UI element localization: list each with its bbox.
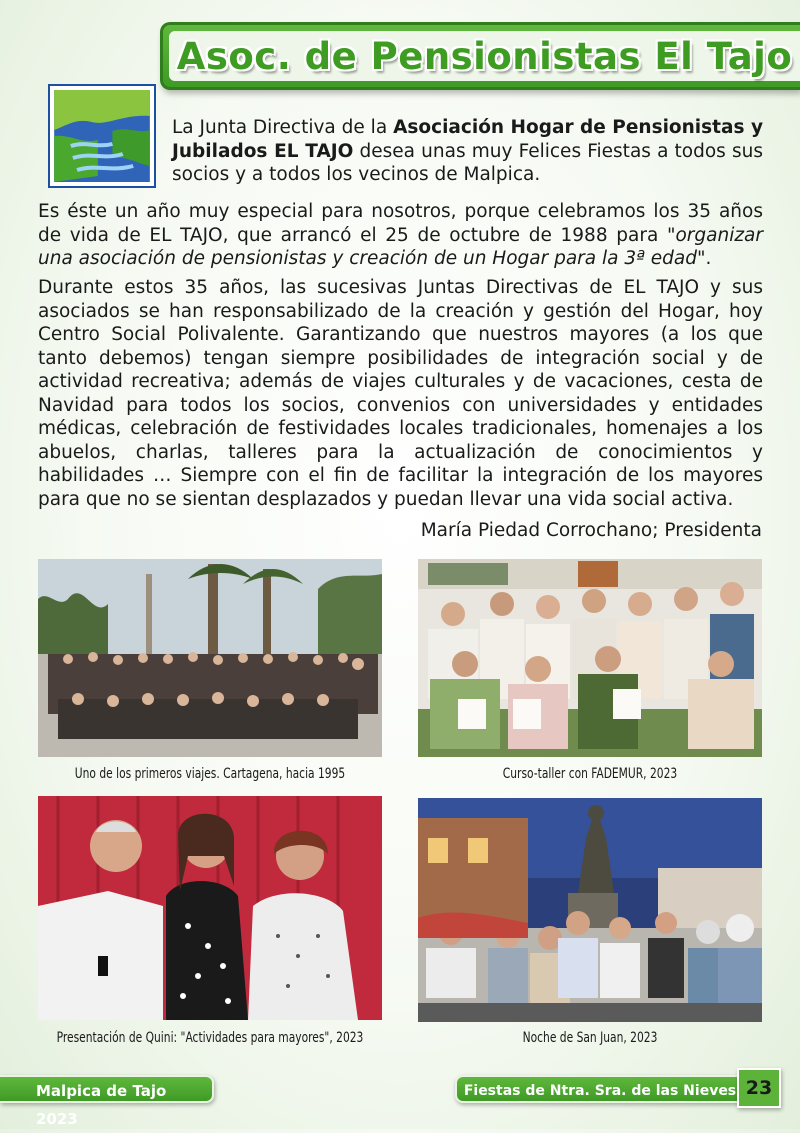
association-logo	[48, 84, 156, 188]
quote-end: ".	[696, 248, 712, 269]
caption-photo-4: Noche de San Juan, 2023	[522, 1030, 658, 1046]
intro-text-end: desea unas muy Felices Fiestas a todos sus socios y a todos los vecinos de Malpica.	[172, 140, 763, 185]
photo-fademur-workshop	[418, 559, 762, 757]
anniversary-text: Es éste un año muy especial para nosotros, porque celebramos los 35 años de vida de EL TAJO, que arrancó el 25 de octubre de 1988 para "	[38, 201, 763, 246]
photo-cartagena-group	[38, 559, 382, 757]
founding-quote: organizar una asociación de pensionistas y creación de un Hogar para la 3ª edad	[38, 224, 763, 269]
history-paragraph	[38, 276, 763, 511]
footer-festival-label: Fiestas de Ntra. Sra. de las Nieves	[455, 1075, 745, 1103]
footer-town-label: Malpica de Tajo 2023	[0, 1075, 214, 1103]
page-number: 23	[737, 1068, 781, 1108]
association-name: Asociación Hogar de Pensionistas y Jubilados EL TAJO	[172, 117, 764, 162]
photo-presentation-quini	[38, 796, 382, 1020]
signature: María Piedad Corrochano; Presidenta	[420, 520, 762, 541]
page-title: Asoc. de Pensionistas El Tajo	[176, 34, 793, 78]
history-text: Durante estos 35 años, las sucesivas Juntas Directivas de EL TAJO y sus asociados se han responsabilizado de la creación y gestión del Hogar, hoy Centro Social Polivalente. Garantizando que nuestros mayores (a los que tanto debemos) tengan siempre posibilidades de integración social y de actividad recreativa; además de viajes culturales y de vacaciones, cesta de Navidad para todos los socios, convenios con universidades y entidades médicas, celebración de festividades locales tradicionales, homenajes a los abuelos, charlas, talleres para la actualización de conocimientos y habilidades … Siempre con el fin de facilitar la integración de los mayores para que no se sientan desplazados y puedan llevar una vida social activa.	[38, 277, 763, 510]
photo-noche-san-juan	[418, 798, 762, 1022]
page-header	[160, 22, 800, 90]
anniversary-paragraph	[38, 200, 763, 271]
caption-photo-1: Uno de los primeros viajes. Cartagena, hacia 1995	[74, 766, 346, 782]
intro-paragraph	[172, 116, 763, 187]
caption-photo-3: Presentación de Quini: "Actividades para mayores", 2023	[56, 1030, 364, 1046]
caption-photo-2: Curso-taller con FADEMUR, 2023	[502, 766, 678, 782]
intro-text-start: La Junta Directiva de la	[172, 117, 394, 138]
header-inner	[169, 31, 800, 81]
